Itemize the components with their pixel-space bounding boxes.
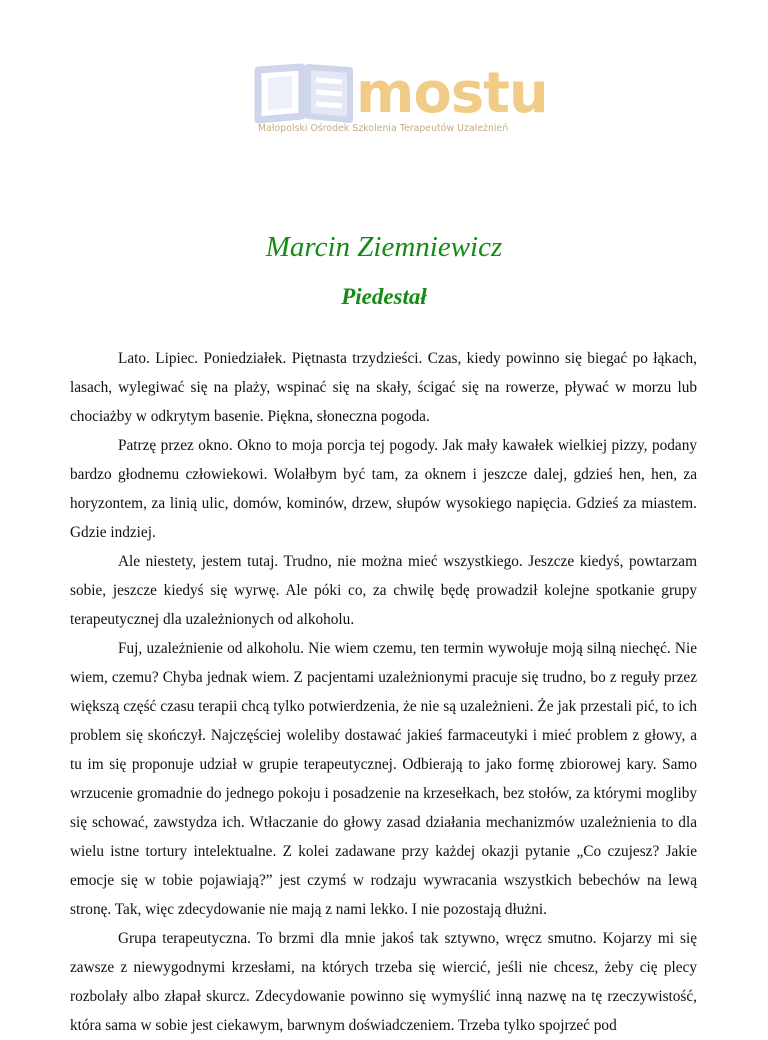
open-book-icon — [252, 62, 356, 124]
story-body — [70, 344, 697, 1040]
logo-word: mostu — [356, 61, 548, 126]
paragraph: Ale niestety, jestem tutaj. Trudno, nie można mieć wszystkiego. Jeszcze kiedyś, powtarzam sobie, jeszcze kiedyś się wyrwę. Ale póki co, za chwilę będę prowadził kolejne spotkanie grupy terapeutycznej dla uzależnionych od alkoholu. — [70, 553, 697, 628]
story-title: Piedestał — [341, 284, 427, 309]
logo — [252, 61, 548, 142]
paragraph: Patrzę przez okno. Okno to moja porcja tej pogody. Jak mały kawałek wielkiej pizzy, podany bardzo głodnemu człowiekowi. Wolałbym być tam, za oknem i jeszcze dalej, gdzieś hen, hen, za horyzontem, za linią ulic, domów, kominów, drzew, słupów wysokiego napięcia. Gdzieś za miastem. Gdzie indziej. — [70, 437, 697, 541]
author-name: Marcin Ziemniewicz — [265, 231, 503, 263]
paragraph: Fuj, uzależnienie od alkoholu. Nie wiem czemu, ten termin wywołuje moją silną niechęć. Nie wiem, czemu? Chyba jednak wiem. Z pacjentami uzależnionymi pracuje się trudno, bo z reguły przez większą część czasu terapii chcą tylko potwierdzenia, że nie są uzależnieni. Że jak przestali pić, to ich problem się skończył. Najczęściej woleliby dostawać jakieś farmaceutyki i mieć problem z głowy, a tu im się proponuje udział w grupie terapeutycznej. Odbierają to jako formę zbiorowej kary. Samo wrzucenie gromadnie do jednego pokoju i posadzenie na krzesełkach, bez stołów, za którymi mogliby się schować, zawstydza ich. Wtłaczanie do głowy zasad działania mechanizmów uzależnienia to dla wielu istne tortury intelektualne. Z kolei zadawane przy każdej okazji pytanie „Co czujesz? Jakie emocje się w tobie pojawiają?” jest czymś w rodzaju wywracania wszystkich bebechów na lewą stronę. Tak, więc zdecydowanie nie mają z nami lekko. I nie pozostają dłużni. — [70, 640, 697, 918]
paragraph: Grupa terapeutyczna. To brzmi dla mnie jakoś tak sztywno, wręcz smutno. Kojarzy mi się zawsze z niewygodnymi krzesłami, na których trzeba się wiercić, jeśli nie chcesz, żeby cię plecy rozbolały albo złapał skurcz. Zdecydowanie powinno się wymyślić inną nazwę na tę rzeczywistość, która sama w sobie jest ciekawym, barwnym doświadczeniem. Trzeba tylko spojrzeć pod — [70, 930, 697, 1034]
paragraph: Lato. Lipiec. Poniedziałek. Piętnasta trzydzieści. Czas, kiedy powinno się biegać po łąkach, lasach, wylegiwać się na plaży, wspinać się na skały, ścigać się na rowerze, pływać w morzu lub chociażby w odkrytym basenie. Piękna, słoneczna pogoda. — [70, 350, 697, 425]
logo-tagline: Małopolski Ośrodek Szkolenia Terapeutów Uzależnień — [258, 123, 509, 134]
